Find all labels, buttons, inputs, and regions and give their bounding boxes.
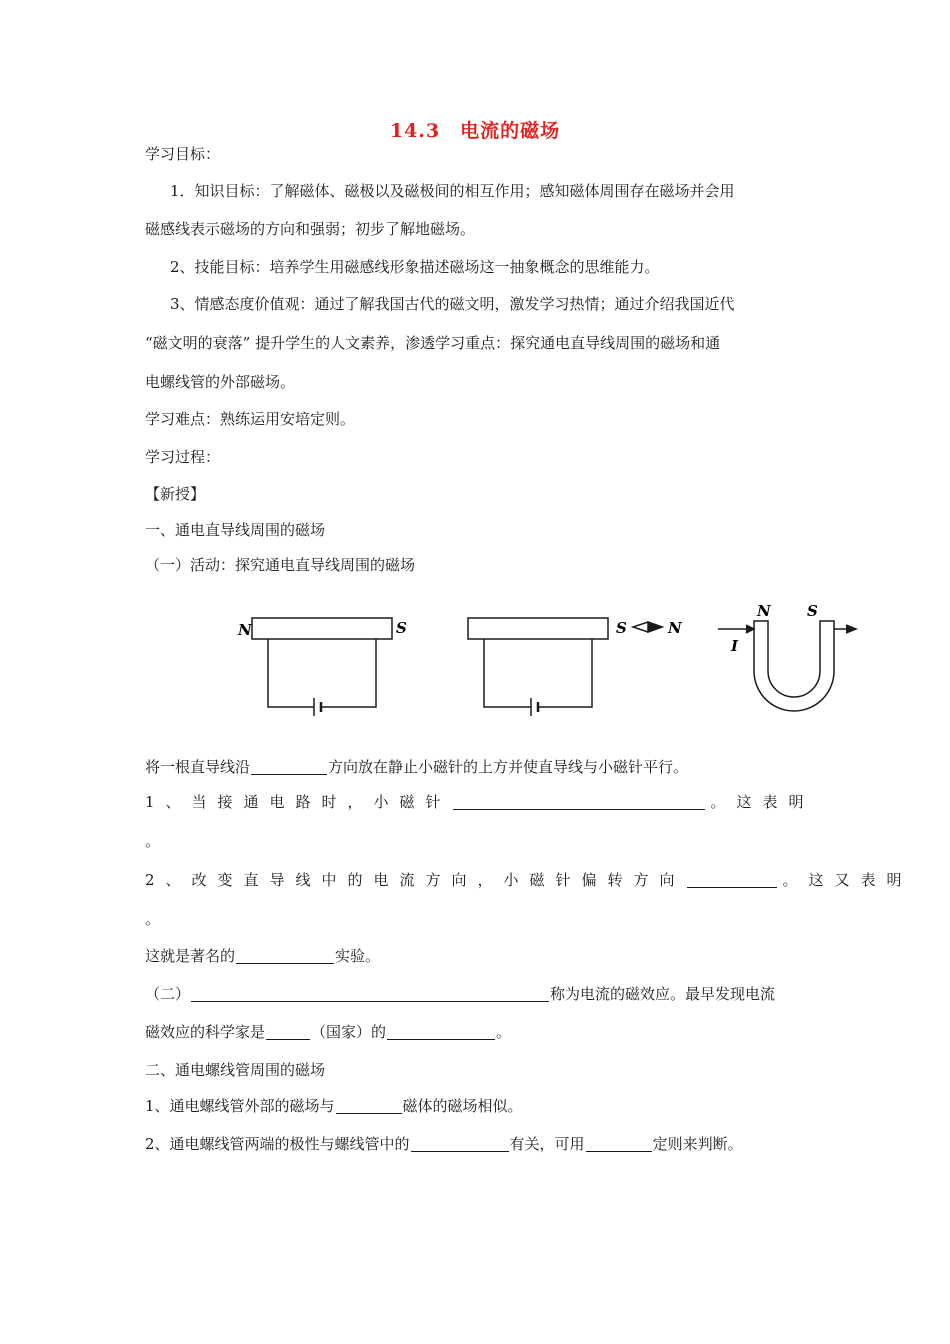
page-title: 14.3 电流的磁场 [389, 120, 561, 142]
objective-3-line-1: 3、情感态度价值观：通过了解我国古代的磁文明，激发学习热情；通过介绍我国近代 [170, 295, 735, 313]
blank-rule-name[interactable] [586, 1135, 652, 1152]
section-1-heading: 一、通电直导线周围的磁场 [145, 521, 326, 539]
label-n-middle: N [668, 619, 682, 637]
question-4: （二） 称为电流的磁效应。最早发现电流 [145, 985, 776, 1003]
objective-1-line-2: 磁感线表示磁场的方向和强弱；初步了解地磁场。 [145, 220, 476, 238]
label-n-left: N [238, 621, 252, 639]
label-current: I [731, 637, 739, 655]
question-1-end: 。 [145, 832, 161, 850]
objective-1-line-1: 1．知识目标：了解磁体、磁极以及磁极间的相互作用；感知磁体周围存在磁场并会用 [170, 182, 735, 200]
question-5: 磁效应的科学家是 （国家）的 。 [145, 1023, 512, 1041]
blank-needle-behavior[interactable] [453, 793, 705, 810]
question-3: 这就是著名的 实验。 [145, 947, 381, 965]
blank-experiment-name[interactable] [236, 947, 334, 964]
question-intro: 将一根直导线沿 方向放在静止小磁针的上方并使直导线与小磁针平行。 [145, 758, 689, 776]
question-2: 2、改变直导线中的电流方向，小磁针偏转方向 。这又表明 [145, 871, 913, 889]
objectives-heading: 学习目标： [145, 145, 221, 163]
wire-bar-left [252, 618, 392, 639]
section-2-heading: 二、通电螺线管周围的磁场 [145, 1061, 326, 1079]
process-heading: 学习过程： [145, 448, 221, 466]
label-s-left: S [396, 619, 407, 637]
section-2-question-2: 2、通电螺线管两端的极性与螺线管中的 有关，可用 定则来判断。 [145, 1135, 743, 1153]
u-magnet [754, 621, 834, 711]
circuit-left [268, 639, 376, 707]
blank-scientist[interactable] [387, 1023, 495, 1040]
objective-3-line-2: “磁文明的衰落” 提升学生的人文素养，渗透学习重点：探究通电直导线周围的磁场和通 [145, 334, 721, 352]
blank-country[interactable] [266, 1023, 310, 1040]
difficulty: 学习难点：熟练运用安培定则。 [145, 410, 356, 428]
blank-deflection-direction[interactable] [687, 871, 777, 888]
blank-magnetic-effect-definition[interactable] [191, 985, 549, 1002]
new-lesson-heading: 【新授】 [145, 485, 206, 503]
question-2-end: 。 [145, 910, 161, 928]
section-2-question-1: 1、通电螺线管外部的磁场与 磁体的磁场相似。 [145, 1097, 523, 1115]
label-n-right: N [757, 602, 771, 620]
label-s-right: S [807, 602, 818, 620]
objective-3-line-3: 电螺线管的外部磁场。 [145, 373, 296, 391]
wire-bar-middle [468, 618, 608, 639]
label-s-middle: S [616, 619, 627, 637]
experiment-figure [230, 595, 870, 725]
activity-1-heading: （一）活动：探究通电直导线周围的磁场 [145, 556, 416, 574]
question-1: 1、当接通电路时，小磁针 。这表明 [145, 793, 815, 811]
objective-2: 2、技能目标：培养学生用磁感线形象描述磁场这一抽象概念的思维能力。 [170, 258, 660, 276]
blank-polarity-factor[interactable] [411, 1135, 509, 1152]
arrowhead-in [746, 625, 754, 633]
circuit-middle [484, 639, 592, 707]
arrowhead-out [846, 625, 856, 633]
blank-wire-direction[interactable] [251, 758, 327, 775]
compass-needle-north [648, 622, 662, 632]
blank-magnet-shape[interactable] [336, 1097, 402, 1114]
